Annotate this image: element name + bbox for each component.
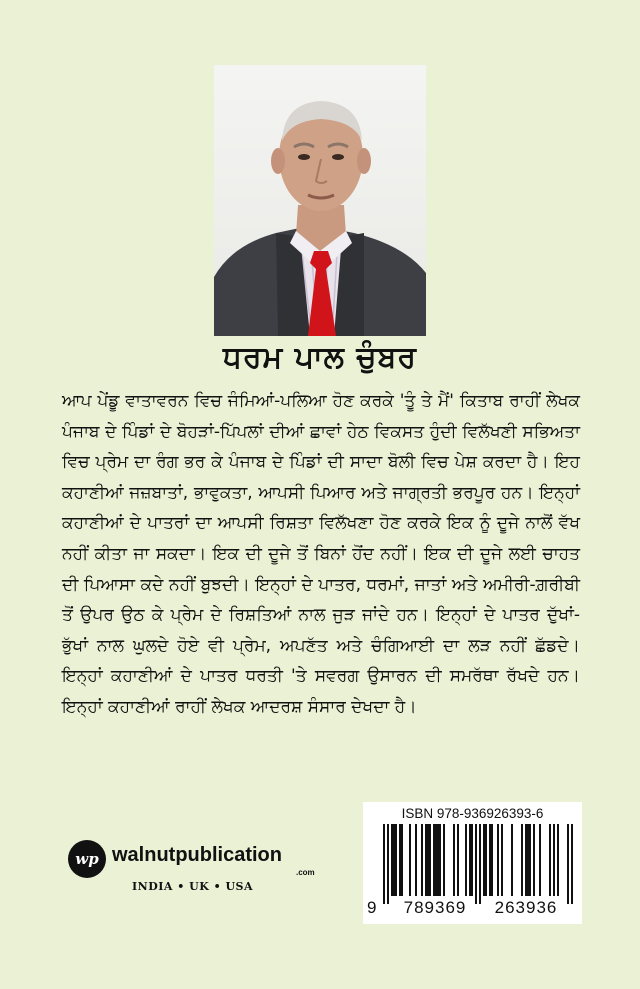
barcode-bar bbox=[443, 824, 445, 896]
barcode-bars bbox=[363, 824, 582, 904]
barcode-bar bbox=[485, 824, 487, 896]
publisher-name: walnutpublication bbox=[112, 844, 282, 866]
barcode-bar bbox=[501, 824, 503, 896]
ean-first-digit: 9 bbox=[367, 898, 377, 917]
barcode-bar bbox=[409, 824, 411, 896]
publisher-block bbox=[68, 838, 328, 898]
publisher-regions: INDIA • UK • USA bbox=[132, 880, 254, 893]
barcode-bar bbox=[429, 824, 431, 896]
isbn-barcode bbox=[363, 802, 582, 924]
barcode-bar bbox=[527, 824, 529, 896]
barcode-bar bbox=[437, 824, 439, 896]
barcode-bar bbox=[457, 824, 459, 896]
ean-right-digits: 263936 bbox=[494, 898, 558, 917]
barcode-bar bbox=[539, 824, 541, 896]
barcode-bar bbox=[401, 824, 403, 896]
barcode-bar bbox=[489, 824, 491, 896]
barcode-bar bbox=[399, 824, 401, 896]
book-blurb: ਆਪ ਪੇਂਡੂ ਵਾਤਾਵਰਨ ਵਿਚ ਜੰਮਿਆਂ-ਪਲਿਆ ਹੋਣ ਕਰਕੇ 'ਤੂੰ ਤੇ ਮੈਂ' ਕਿਤਾਬ ਰਾਹੀਂ ਲੇਖਕ ਪੰਜਾਬ ਦੇ ਪਿੰਡਾਂ ਦੇ ਬੋਹੜਾਂ-ਪਿੱਪਲਾਂ ਦੀਆਂ ਛਾਵਾਂ ਹੇਠ ਵਿਕਸਤ ਹੁੰਦੀ ਵਿਲੱਖਣੀ ਸਭਿਅਤਾ ਵਿਚ ਪ੍ਰੇਮ ਦਾ ਰੰਗ ਭਰ ਕੇ ਪੰਜਾਬ ਦੇ ਪਿੰਡਾਂ ਦੀ ਸਾਦਾ ਬੋਲੀ ਵਿਚ ਪੇਸ਼ ਕਰਦਾ ਹੈ। ਇਹ ਕਹਾਣੀਆਂ ਜਜ਼ਬਾਤਾਂ, ਭਾਵੁਕਤਾ, ਆਪਸੀ ਪਿਆਰ ਅਤੇ ਜਾਗ੍ਰਤੀ ਭਰਪੂਰ ਹਨ। ਇਨ੍ਹਾਂ ਕਹਾਣੀਆਂ ਦੇ ਪਾਤਰਾਂ ਦਾ ਆਪਸੀ ਰਿਸ਼ਤਾ ਵਿਲੱਖਣਾ ਹੋਣ ਕਰਕੇ ਇਕ ਨੂੰ ਦੂਜੇ ਨਾਲੋਂ ਵੱਖ ਨਹੀਂ ਕੀਤਾ ਜਾ ਸਕਦਾ। ਇਕ ਦੀ ਦੂਜੇ ਤੋਂ ਬਿਨਾਂ ਹੋਂਦ ਨਹੀਂ। ਇਕ ਦੀ ਦੂਜੇ ਲਈ ਚਾਹਤ ਦੀ ਪਿਆਸਾ ਕਦੇ ਨਹੀਂ ਬੁਝਦੀ। ਇਨ੍ਹਾਂ ਦੇ ਪਾਤਰ, ਧਰਮਾਂ, ਜਾਤਾਂ ਅਤੇ ਅਮੀਰੀ-ਗ਼ਰੀਬੀ ਤੋਂ ਉਪਰ ਉਠ ਕੇ ਪ੍ਰੇਮ ਦੇ ਰਿਸ਼ਤਿਆਂ ਨਾਲ ਜੁੜ ਜਾਂਦੇ ਹਨ। ਇਨ੍ਹਾਂ ਦੇ ਪਾਤਰ ਦੁੱਖਾਂ-ਭੁੱਖਾਂ ਨਾਲ ਘੁਲਦੇ ਹੋਏ ਵੀ ਪ੍ਰੇਮ, ਅਪਣੱਤ ਅਤੇ ਚੰਗਿਆਈ ਦਾ ਲੜ ਨਹੀਂ ਛੱਡਦੇ। ਇਨ੍ਹਾਂ ਕਹਾਣੀਆਂ ਦੇ ਪਾਤਰ ਧਰਤੀ 'ਤੇ ਸਵਰਗ ਉਸਾਰਨ ਦੀ ਸਮਰੱਥਾ ਰੱਖਦੇ ਹਨ। ਇਨ੍ਹਾਂ ਕਹਾਣੀਆਂ ਰਾਹੀਂ ਲੇਖਕ ਆਦਰਸ਼ ਸੰਸਾਰ ਦੇਖਦਾ ਹੈ। bbox=[62, 391, 580, 717]
author-name: ਧਰਮ ਪਾਲ ਚੁੰਬਰ bbox=[223, 340, 417, 375]
barcode-bar bbox=[391, 824, 393, 896]
barcode-bar bbox=[511, 824, 513, 896]
ean-left-digits: 789369 bbox=[403, 898, 467, 917]
barcode-bar bbox=[521, 824, 523, 896]
barcode-bar bbox=[567, 824, 569, 904]
barcode-bar bbox=[533, 824, 535, 896]
barcode-bar bbox=[471, 824, 473, 896]
barcode-bar bbox=[571, 824, 573, 904]
barcode-bar bbox=[497, 824, 499, 896]
barcode-bar bbox=[425, 824, 427, 896]
barcode-bar bbox=[421, 824, 423, 896]
barcode-bar bbox=[387, 824, 389, 904]
barcode-bar bbox=[491, 824, 493, 896]
isbn-label: ISBN 978-936926393-6 bbox=[401, 806, 544, 821]
publisher-domain-suffix: .com bbox=[296, 868, 315, 877]
barcode-bar bbox=[383, 824, 385, 904]
barcode-bar bbox=[395, 824, 397, 896]
barcode-bar bbox=[469, 824, 471, 896]
barcode-bar bbox=[415, 824, 417, 896]
barcode-bar bbox=[557, 824, 559, 896]
barcode-bar bbox=[453, 824, 455, 896]
barcode-bar bbox=[483, 824, 485, 896]
barcode-bar bbox=[553, 824, 555, 896]
barcode-bar bbox=[439, 824, 441, 896]
barcode-bar bbox=[393, 824, 395, 896]
barcode-bar bbox=[529, 824, 531, 896]
barcode-bar bbox=[427, 824, 429, 896]
author-photo bbox=[214, 65, 426, 336]
barcode-bar bbox=[525, 824, 527, 896]
publisher-logo-icon: wp bbox=[68, 840, 106, 878]
barcode-bar bbox=[465, 824, 467, 896]
barcode-bar bbox=[433, 824, 435, 896]
barcode-bar bbox=[435, 824, 437, 896]
barcode-bar bbox=[549, 824, 551, 896]
barcode-bar bbox=[479, 824, 481, 904]
barcode-bar bbox=[475, 824, 477, 904]
